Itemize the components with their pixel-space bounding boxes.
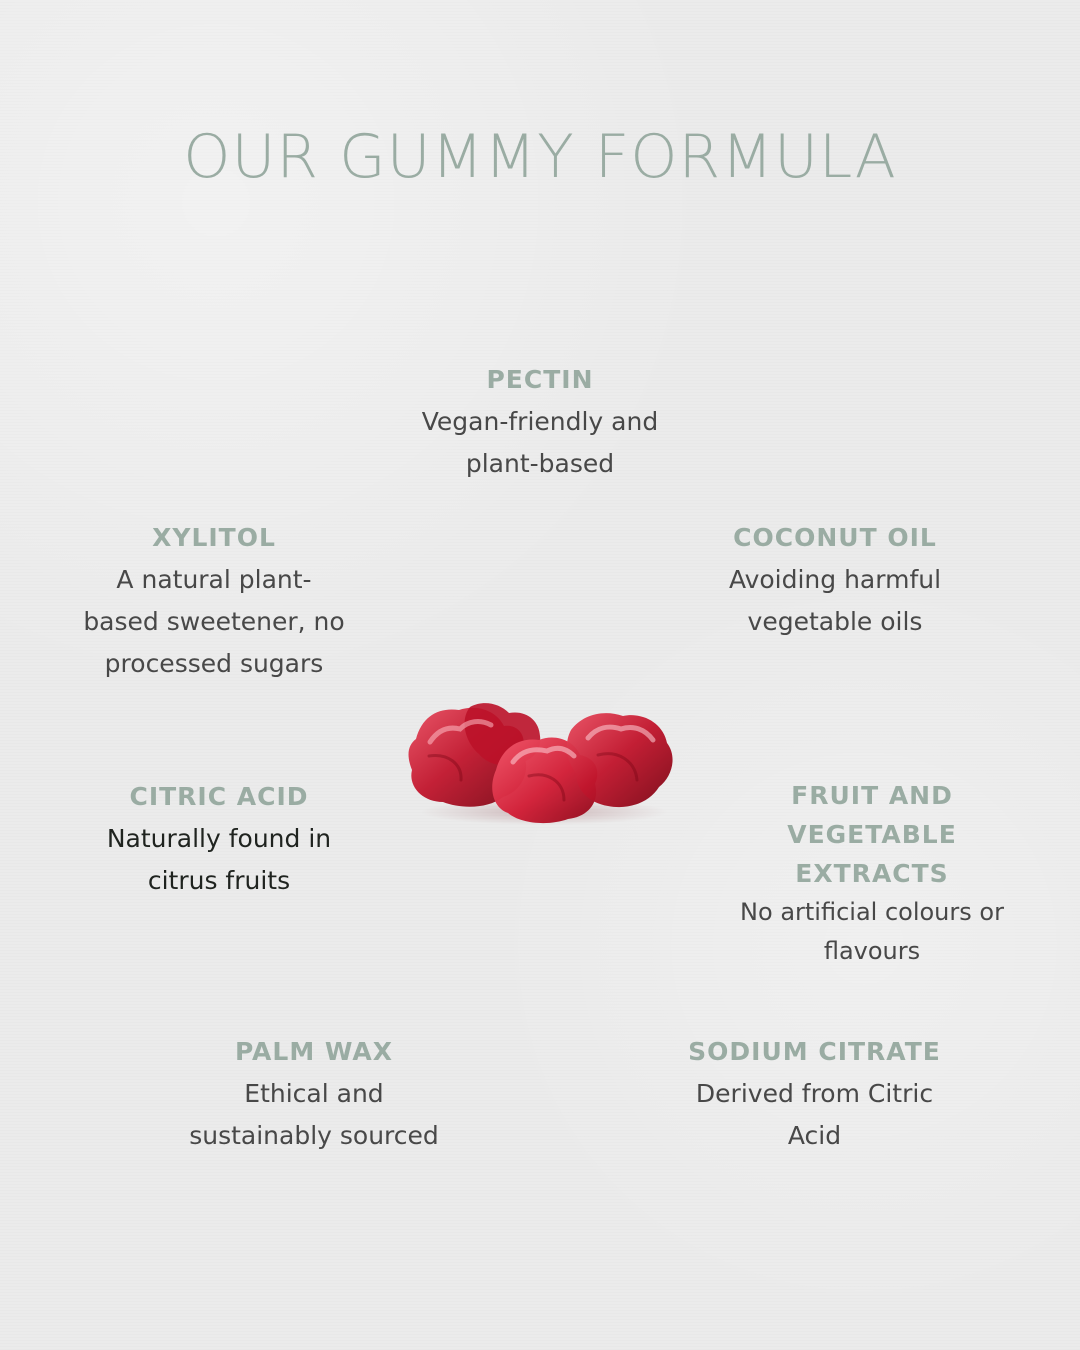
ingredient-coconut-oil [675, 517, 995, 643]
red-gummies-image [404, 698, 684, 830]
ingredient-pectin [370, 359, 710, 485]
ingredient-description: Ethical and sustainably sourced [189, 1079, 439, 1150]
ingredient-name: XYLITOL [152, 523, 276, 552]
ingredient-xylitol [50, 517, 378, 685]
ingredient-palm-wax [154, 1031, 474, 1157]
ingredient-name: SODIUM CITRATE [688, 1037, 941, 1066]
ingredient-description: Avoiding harmful vegetable oils [728, 565, 942, 636]
ingredient-description: A natural plant- based sweetener, no processed sugars [83, 565, 345, 678]
ingredient-sodium-citrate [662, 1031, 967, 1157]
page-title: OUR GUMMY FORMULA [183, 122, 897, 192]
ingredient-name: COCONUT OIL [733, 523, 937, 552]
ingredient-fruit-and-vegetable-extracts [718, 776, 1026, 971]
ingredient-name: PALM WAX [235, 1037, 393, 1066]
ingredient-citric-acid [68, 776, 370, 902]
ingredient-description: Naturally found in citrus fruits [106, 824, 332, 895]
ingredient-name: CITRIC ACID [129, 782, 309, 811]
ingredient-description: No artificial colours or flavours [740, 898, 1004, 965]
ingredient-name: FRUIT AND VEGETABLE EXTRACTS [787, 781, 957, 888]
ingredient-description: Vegan-friendly and plant-based [421, 407, 659, 478]
ingredient-description: Derived from Citric Acid [695, 1079, 934, 1150]
ingredient-name: PECTIN [486, 365, 594, 394]
gummy-illustration [404, 698, 684, 830]
